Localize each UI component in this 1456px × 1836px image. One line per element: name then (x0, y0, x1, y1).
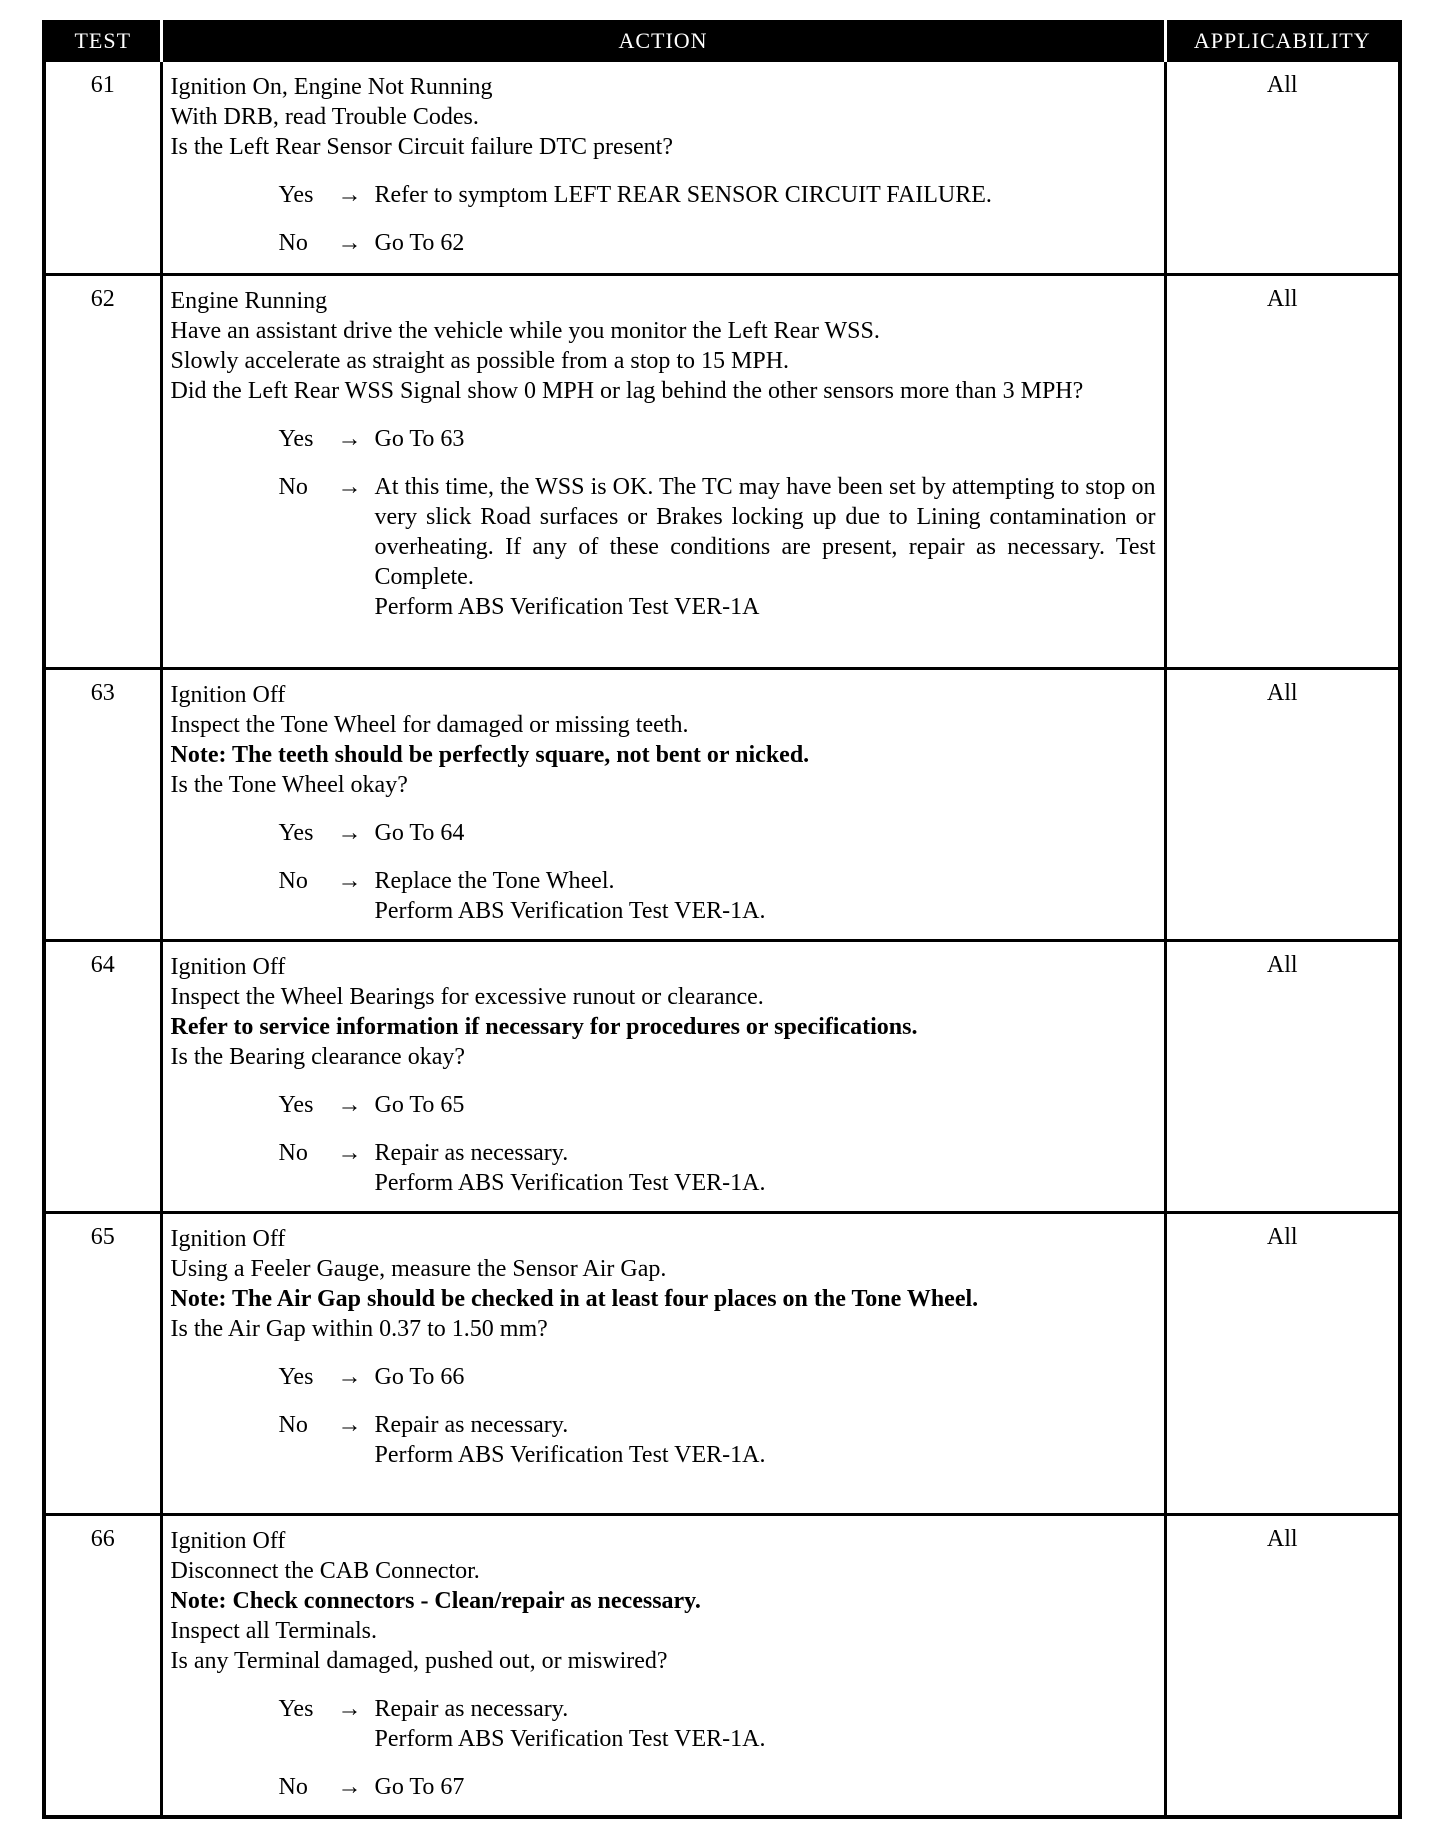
yes-text: Refer to symptom LEFT REAR SENSOR CIRCUIT FAILURE. (374, 182, 992, 208)
yes-label: Yes (278, 425, 314, 452)
action-line: Disconnect the CAB Connector. (170, 1557, 480, 1584)
yes-label: Yes (278, 1091, 314, 1118)
arrow-icon: → (337, 1091, 362, 1118)
test-number: 66 (90, 1525, 115, 1552)
no-text: Repair as necessary. (374, 1139, 569, 1166)
yes-result (171, 1090, 1156, 1120)
arrow-icon: → (337, 1363, 362, 1390)
yes-text: Go To 66 (374, 1363, 465, 1390)
action-note: Refer to service information if necessary for procedures or specifications. (170, 1013, 918, 1040)
yes-label: Yes (278, 182, 314, 208)
table-row (46, 1212, 1398, 1514)
no-result (171, 472, 1156, 622)
action-line: Ignition Off (170, 953, 286, 980)
test-table (46, 20, 1398, 1815)
no-text: Go To 62 (374, 230, 465, 256)
action-line: Using a Feeler Gauge, measure the Sensor Air Gap. (170, 1255, 667, 1282)
arrow-icon: → (337, 1411, 362, 1438)
yes-text: Go To 64 (374, 819, 465, 846)
no-result (171, 1410, 1156, 1470)
test-number: 61 (90, 72, 115, 98)
table-row (46, 274, 1398, 668)
action-line: Ignition Off (170, 681, 286, 708)
action-line: Inspect all Terminals. (170, 1617, 377, 1644)
test-number: 65 (90, 1223, 115, 1250)
action-text (163, 1516, 1164, 1812)
action-note: Note: Check connectors - Clean/repair as necessary. (170, 1587, 701, 1614)
no-label: No (278, 867, 308, 894)
no-text: Replace the Tone Wheel. (374, 867, 615, 894)
action-line: Is the Left Rear Sensor Circuit failure DTC present? (170, 134, 673, 160)
header-applicability: APPLICABILITY (1165, 20, 1398, 62)
no-result (171, 866, 1156, 926)
no-text: Perform ABS Verification Test VER-1A. (374, 897, 766, 924)
no-label: No (278, 1411, 308, 1438)
action-text (163, 62, 1164, 268)
arrow-icon: → (337, 230, 362, 256)
action-text (163, 1214, 1164, 1480)
action-line: Is any Terminal damaged, pushed out, or miswired? (170, 1647, 668, 1674)
arrow-icon: → (337, 1695, 362, 1722)
test-number: 62 (90, 285, 115, 312)
test-number: 63 (90, 679, 115, 706)
arrow-icon: → (337, 1773, 362, 1800)
yes-text: Perform ABS Verification Test VER-1A. (374, 1725, 766, 1752)
no-result (171, 228, 1156, 258)
yes-result (171, 1694, 1156, 1754)
no-result (171, 1138, 1156, 1198)
action-line: Ignition On, Engine Not Running (170, 74, 493, 100)
table-row (46, 62, 1398, 274)
yes-label: Yes (278, 1363, 314, 1390)
arrow-icon: → (337, 1139, 362, 1166)
header-row (46, 20, 1398, 62)
no-text: Perform ABS Verification Test VER-1A. (374, 1441, 766, 1468)
action-text (163, 276, 1164, 632)
action-line: Inspect the Tone Wheel for damaged or missing teeth. (170, 711, 689, 738)
action-line: Slowly accelerate as straight as possible from a stop to 15 MPH. (170, 347, 790, 374)
yes-text: Go To 65 (374, 1091, 465, 1118)
yes-text: Repair as necessary. (374, 1695, 569, 1722)
table-row (46, 940, 1398, 1212)
no-text: Perform ABS Verification Test VER-1A (374, 593, 760, 620)
yes-result (171, 818, 1156, 848)
applicability-value: All (1266, 1223, 1298, 1250)
diagnostic-test-table (42, 20, 1402, 1819)
header-action: ACTION (161, 20, 1165, 62)
action-line: With DRB, read Trouble Codes. (170, 104, 479, 130)
action-line: Is the Tone Wheel okay? (170, 771, 408, 798)
yes-label: Yes (278, 1695, 314, 1722)
arrow-icon: → (337, 819, 362, 846)
action-line: Is the Air Gap within 0.37 to 1.50 mm? (170, 1315, 548, 1342)
no-text: Repair as necessary. (374, 1411, 569, 1438)
table-row (46, 668, 1398, 940)
action-line: Have an assistant drive the vehicle while you monitor the Left Rear WSS. (170, 317, 880, 344)
arrow-icon: → (337, 473, 362, 500)
yes-result (171, 1362, 1156, 1392)
action-line: Ignition Off (170, 1225, 286, 1252)
applicability-value: All (1266, 679, 1298, 706)
action-line: Is the Bearing clearance okay? (170, 1043, 466, 1070)
applicability-value: All (1266, 285, 1298, 312)
yes-result (171, 424, 1156, 454)
no-result (171, 1772, 1156, 1802)
action-line: Ignition Off (170, 1527, 286, 1554)
yes-text: Go To 63 (374, 425, 465, 452)
no-label: No (278, 1773, 308, 1800)
no-label: No (278, 1139, 308, 1166)
action-note: Note: The Air Gap should be checked in at least four places on the Tone Wheel. (170, 1285, 979, 1312)
yes-result (171, 180, 1156, 210)
action-note: Note: The teeth should be perfectly square, not bent or nicked. (170, 741, 810, 768)
no-text: Go To 67 (374, 1773, 465, 1800)
applicability-value: All (1266, 951, 1298, 978)
action-line: Engine Running (170, 287, 328, 314)
no-text: At this time, the WSS is OK. The TC may have been set by attempting to stop on very slick Road surfaces or Brakes locking up due to Lining contamination or overheating. If any of these conditions are present, repair as necessary. Test Complete. (374, 473, 1156, 590)
action-line: Inspect the Wheel Bearings for excessive runout or clearance. (170, 983, 764, 1010)
applicability-value: All (1266, 1525, 1298, 1552)
applicability-value: All (1266, 72, 1298, 98)
action-line: Did the Left Rear WSS Signal show 0 MPH or lag behind the other sensors more than 3 MPH? (170, 377, 1084, 404)
yes-label: Yes (278, 819, 314, 846)
arrow-icon: → (337, 425, 362, 452)
action-text (163, 670, 1164, 936)
table-row (46, 1514, 1398, 1815)
action-text (163, 942, 1164, 1208)
no-label: No (278, 230, 308, 256)
header-test: TEST (46, 20, 161, 62)
no-text: Perform ABS Verification Test VER-1A. (374, 1169, 766, 1196)
no-label: No (278, 473, 308, 500)
test-number: 64 (90, 951, 115, 978)
arrow-icon: → (337, 867, 362, 894)
arrow-icon: → (337, 182, 362, 208)
